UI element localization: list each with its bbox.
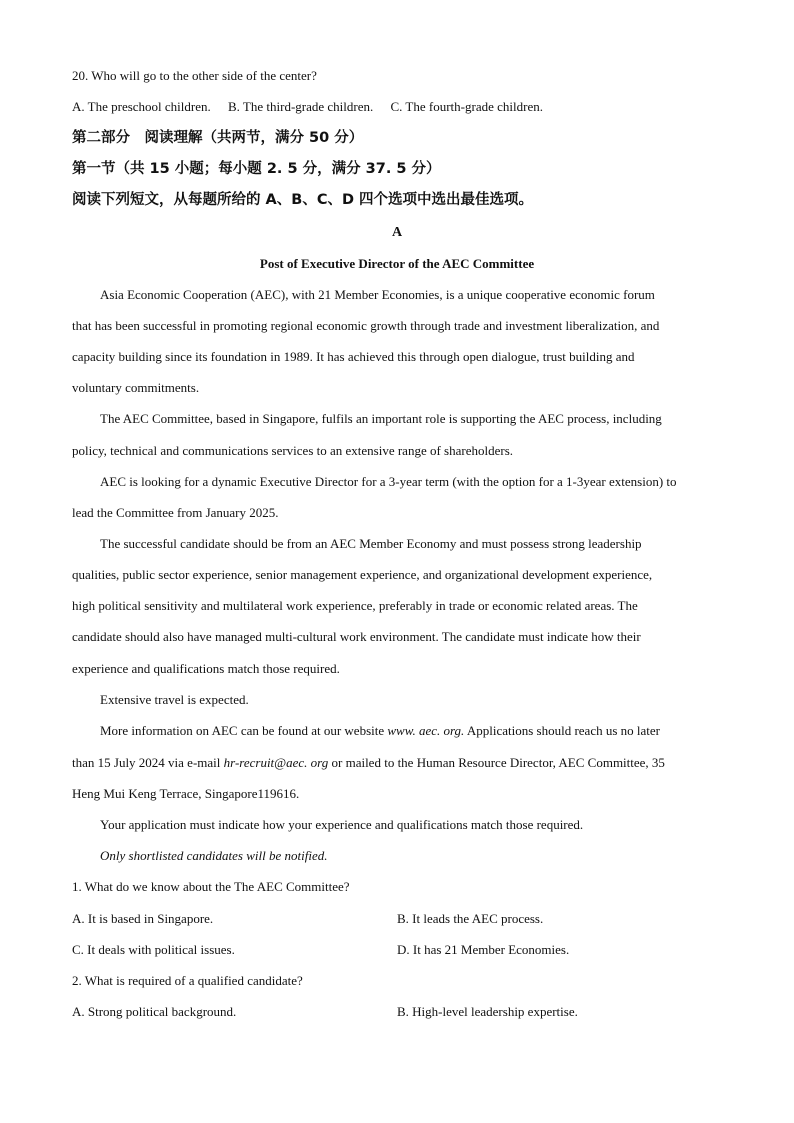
more-info-text: than 15 July 2024 via e-mail: [72, 755, 224, 770]
q1-option-a: A. It is based in Singapore.: [72, 911, 214, 926]
part-title: 第二部分 阅读理解（共两节，满分 50 分）: [72, 130, 364, 146]
more-info-line: [72, 755, 665, 771]
section-subtitle: 第一节（共 15 小题；每小题 2. 5 分，满分 37. 5 分）: [72, 161, 441, 177]
q20-option-c: C. The fourth-grade children.: [390, 99, 543, 114]
more-info-text: or mailed to the Human Resource Director, AEC Committee, 35: [328, 755, 665, 770]
q2-option-a: A. Strong political background.: [72, 1004, 237, 1019]
website-link[interactable]: www. aec. org.: [387, 723, 465, 738]
email-link[interactable]: hr-recruit@aec. org: [223, 755, 329, 770]
passage-line: policy, technical and communications services to an extensive range of shareholders.: [72, 443, 514, 458]
q1-option-d: D. It has 21 Member Economies.: [397, 942, 570, 957]
more-info-text: More information on AEC can be found at our website: [100, 723, 388, 738]
passage-line: high political sensitivity and multilateral work experience, preferably in trade or economic related areas. The: [72, 598, 638, 613]
passage-line: capacity building since its foundation in 1989. It has achieved this through open dialogue, trust building and: [72, 349, 635, 364]
q2-question: 2. What is required of a qualified candidate?: [72, 973, 303, 988]
section-instruction: 阅读下列短文，从每题所给的 A、B、C、D 四个选项中选出最佳选项。: [72, 192, 534, 208]
q1-question: 1. What do we know about the The AEC Committee?: [72, 879, 350, 894]
q20-option-a: A. The preschool children.: [72, 99, 211, 114]
passage-line: Asia Economic Cooperation (AEC), with 21 Member Economies, is a unique cooperative economic forum: [100, 287, 655, 302]
passage-line: voluntary commitments.: [72, 380, 200, 395]
passage-label: A: [391, 225, 403, 240]
passage-line: candidate should also have managed multi-cultural work environment. The candidate must indicate how their: [72, 629, 641, 644]
passage-title: Post of Executive Director of the AEC Committee: [259, 256, 535, 271]
shortlist-note: Only shortlisted candidates will be notified.: [100, 848, 328, 863]
passage-line: lead the Committee from January 2025.: [72, 505, 279, 520]
more-info-text: Applications should reach us no later: [464, 723, 660, 738]
passage-line: The AEC Committee, based in Singapore, fulfils an important role is supporting the AEC process, including: [100, 411, 662, 426]
q2-option-b: B. High-level leadership expertise.: [397, 1004, 578, 1019]
more-info-line: Heng Mui Keng Terrace, Singapore119616.: [72, 786, 300, 801]
application-note: Your application must indicate how your experience and qualifications match those required.: [100, 817, 584, 832]
passage-line: AEC is looking for a dynamic Executive Director for a 3-year term (with the option for a 1-3year extension) to: [100, 474, 677, 489]
q20-options: [72, 99, 557, 115]
q20-question: 20. Who will go to the other side of the center?: [72, 68, 317, 83]
passage-line: Extensive travel is expected.: [100, 692, 249, 707]
passage-line: The successful candidate should be from an AEC Member Economy and must possess strong leadership: [100, 536, 642, 551]
q20-option-b: B. The third-grade children.: [228, 99, 374, 114]
more-info-line: [100, 723, 660, 739]
passage-line: experience and qualifications match those required.: [72, 661, 340, 676]
passage-line: qualities, public sector experience, senior management experience, and organizational development experience,: [72, 567, 653, 582]
q1-option-c: C. It deals with political issues.: [72, 942, 235, 957]
passage-line: that has been successful in promoting regional economic growth through trade and investment liberalization, and: [72, 318, 660, 333]
q1-option-b: B. It leads the AEC process.: [397, 911, 544, 926]
